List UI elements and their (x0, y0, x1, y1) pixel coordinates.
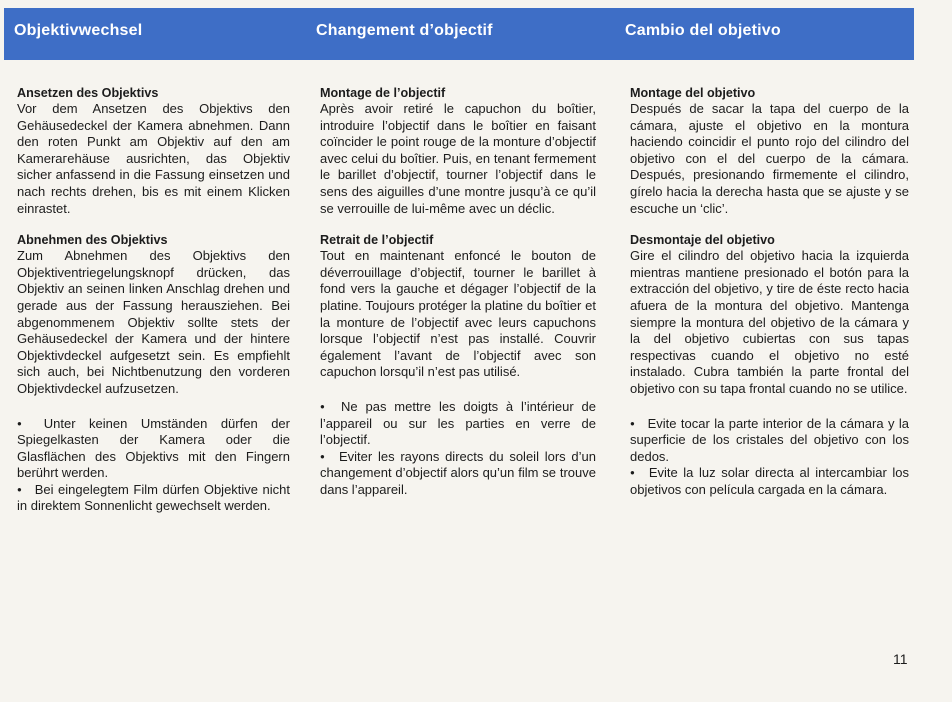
section-text-removal-es: Gire el cilindro del objetivo hacia la izquierda mientras mantiene presionado el botón para la extracción del objetivo, y tire de éste recto hacia afuera de la montura del objetivo. Mantenga siempre la montura del objetivo de la cámara y la del objetivo cubiertas con sus tapas respectivas cuando el objetivo no esté instalado. Cubra también la parte frontal del objetivo con su tapa frontal cuando no se utilice. (630, 248, 909, 396)
section-title-removal-de: Abnehmen des Objektivs (17, 233, 168, 248)
page-number: 11 (893, 651, 908, 667)
section-text-removal-fr: Tout en maintenant enfoncé le bouton de déverrouillage d’objectif, tourner le barillet à fond vers la gauche et dégager l’objectif de la platine. Toujours protéger la platine du boîtier et la monture de l’objectif avec leurs capuchons lorsque l’objectif n’est pas installé. Couvrir également l’avant de l’objectif avec son capuchon lorsqu’il n’est pas utilisé. (320, 248, 596, 380)
column-german (17, 86, 290, 515)
bullet-note-1-de: ● Unter keinen Umständen dürfen der Spiegelkasten der Kamera oder die Glasflächen des Objektivs mit den Fingern berührt werden. (17, 416, 290, 482)
section-title-mounting-es: Montage del objetivo (630, 86, 756, 100)
bullet-note-2-es: ● Evite la luz solar directa al intercambiar los objetivos con película cargada en la cámara. (630, 465, 909, 498)
section-title-mounting-de: Ansetzen des Objektivs (17, 86, 159, 100)
bullet-note-1-es: ● Evite tocar la parte interior de la cámara y la superficie de los cristales del objetivo con los dedos. (630, 416, 909, 466)
section-title-removal-fr: Retrait de l’objectif (320, 233, 434, 248)
section-text-mounting-fr: Après avoir retiré le capuchon du boîtier, introduire l’objectif dans le boîtier en faisant coïncider le point rouge de la monture d’objectif avec celui du boîtier. Puis, en tenant fermement le barillet d’objectif, tourner l’objectif dans le sens des aiguilles d’une montre jusqu’à ce qu’il se verrouille de lui-même avec un déclic. (320, 101, 596, 216)
section-text-mounting-es: Después de sacar la tapa del cuerpo de la cámara, ajuste el objetivo en la montura haciendo coincidir el punto rojo del cilindro del objetivo con el del cuerpo de la cámara. Después, presionando firmemente el cilindro, gírelo hacia la derecha hasta que se ajuste y se escuche un ‘clic’. (630, 101, 909, 216)
header-title-de: Objektivwechsel (14, 22, 143, 39)
bullet-note-2-de: ● Bei eingelegtem Film dürfen Objektive nicht in direktem Sonnenlicht gewechselt werden. (17, 482, 290, 515)
header-title-es: Cambio del objetivo (625, 22, 781, 39)
section-title-mounting-fr: Montage de l’objectif (320, 86, 446, 100)
column-french (320, 86, 596, 498)
section-text-removal-de: Zum Abnehmen des Objektivs den Objektiventriegelungsknopf drücken, das Objektiv an seinen linken Anschlag drehen und gerade aus der Fassung herausziehen. Bei abgenommenem Objektiv sollte stets der Gehäusedeckel der Kamera und der hintere Objektivdeckel aufgesetzt sein. Es empfiehlt sich auch, bei Nichtbenutzung den vorderen Objektivdeckel aufzusetzen. (17, 248, 290, 396)
section-text-mounting-de: Vor dem Ansetzen des Objektivs den Gehäusedeckel der Kamera abnehmen. Dann den roten Punkt am Objektiv auf den am Kamerагehäuse ausrichten, das Objektiv sicher anfassend in die Fassung einsetzen und nach rechts drehen, bis es mit einem Klicken einrastet. (17, 101, 290, 216)
bullet-note-2-fr: ● Eviter les rayons directs du soleil lors d’un changement d’objectif alors qu’un film se trouve dans l’appareil. (320, 449, 596, 499)
section-title-removal-es: Desmontaje del objetivo (630, 233, 775, 248)
bullet-note-1-fr: ● Ne pas mettre les doigts à l’intérieur de l’appareil ou sur les parties en verre de l’objectif. (320, 399, 596, 449)
header-title-fr: Changement d’objectif (316, 22, 493, 39)
column-spanish (630, 86, 909, 498)
